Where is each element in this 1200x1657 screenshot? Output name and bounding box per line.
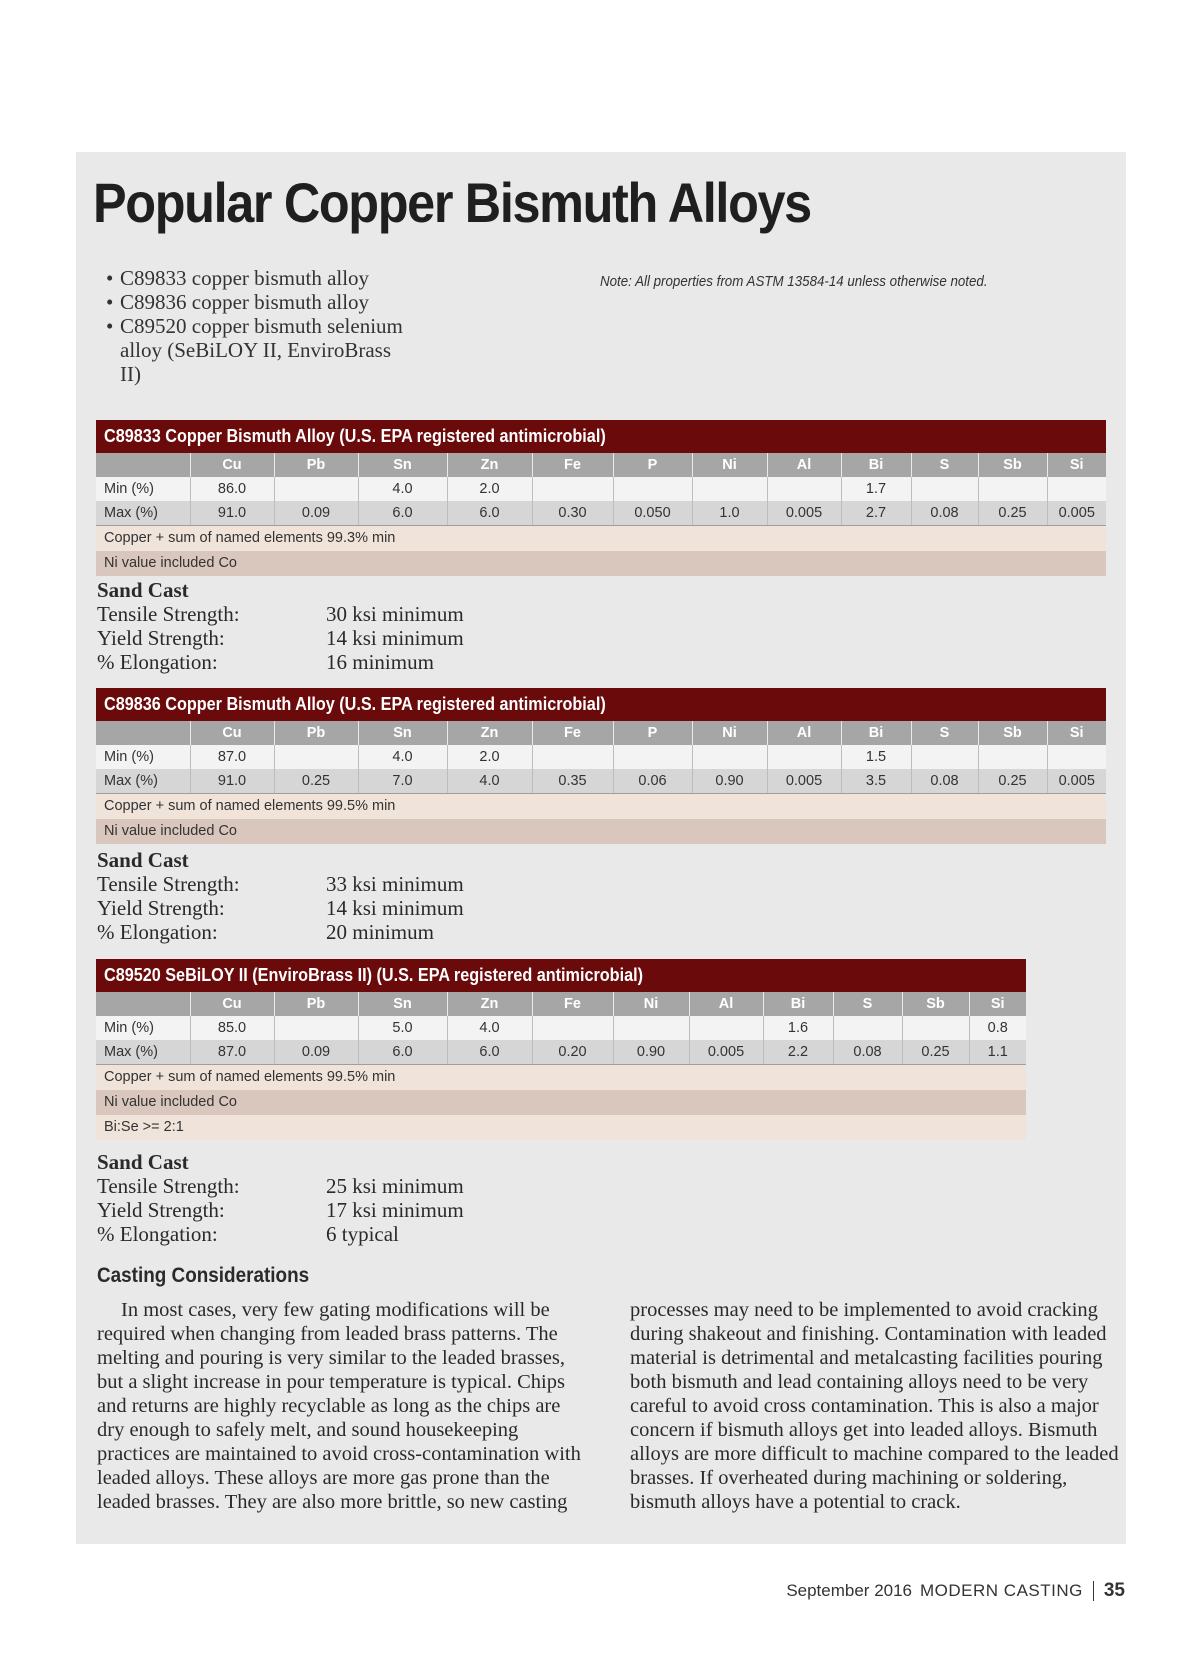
cell: 2.0 [447, 745, 532, 769]
property-row [97, 1198, 464, 1222]
header-cell: Si [1047, 453, 1106, 477]
min-row [96, 477, 1106, 501]
cell: 0.050 [613, 501, 692, 526]
header-cell: Zn [447, 453, 532, 477]
header-cell: Sn [358, 992, 447, 1016]
cell: 1.1 [969, 1040, 1026, 1065]
cell [274, 477, 358, 501]
cell: Max (%) [96, 769, 190, 794]
property-row [97, 1174, 464, 1198]
header-cell: Sb [902, 992, 969, 1016]
composition-table [96, 721, 1106, 794]
max-row [96, 769, 1106, 794]
cell: 0.005 [767, 501, 841, 526]
property-label: % Elongation: [97, 1222, 218, 1246]
cell: 7.0 [358, 769, 447, 794]
header-cell: Si [969, 992, 1026, 1016]
cell: 87.0 [190, 745, 274, 769]
property-row [97, 626, 464, 650]
table-note: Copper + sum of named elements 99.5% min [96, 1065, 1026, 1090]
header-cell: Cu [190, 721, 274, 745]
header-cell: Fe [532, 992, 613, 1016]
header-cell: Bi [841, 721, 911, 745]
header-cell: P [613, 453, 692, 477]
cell [902, 1016, 969, 1040]
cell: 1.0 [692, 501, 767, 526]
cell [613, 477, 692, 501]
cell [1047, 477, 1106, 501]
cell: 6.0 [447, 501, 532, 526]
bullet-item: • C89836 copper bismuth alloy [106, 290, 416, 314]
cell [978, 745, 1047, 769]
cell: 2.7 [841, 501, 911, 526]
property-row [97, 650, 464, 674]
cell: 4.0 [447, 769, 532, 794]
cell [911, 745, 978, 769]
page-title: Popular Copper Bismuth Alloys [93, 171, 811, 234]
min-row [96, 1016, 1026, 1040]
property-value: 16 minimum [326, 650, 434, 674]
cell [692, 745, 767, 769]
properties-heading: Sand Cast [97, 848, 189, 872]
cell: 0.25 [978, 769, 1047, 794]
element-header-row [96, 453, 1106, 477]
cell: Min (%) [96, 745, 190, 769]
min-row [96, 745, 1106, 769]
composition-table [96, 453, 1106, 526]
property-value: 14 ksi minimum [326, 626, 464, 650]
cell: 6.0 [447, 1040, 532, 1065]
property-label: % Elongation: [97, 650, 218, 674]
cell: 0.08 [833, 1040, 902, 1065]
header-cell [96, 992, 190, 1016]
property-label: Yield Strength: [97, 626, 225, 650]
cell: 0.005 [1047, 501, 1106, 526]
max-row [96, 501, 1106, 526]
property-value: 33 ksi minimum [326, 872, 464, 896]
header-cell: P [613, 721, 692, 745]
cell: 0.005 [689, 1040, 763, 1065]
cell [978, 477, 1047, 501]
header-cell: Al [767, 721, 841, 745]
page-footer [786, 1580, 1125, 1602]
cell: 6.0 [358, 501, 447, 526]
cell [767, 477, 841, 501]
cell [911, 477, 978, 501]
cell: 0.25 [274, 769, 358, 794]
property-row [97, 1222, 464, 1246]
cell [613, 745, 692, 769]
header-cell: Fe [532, 721, 613, 745]
header-cell: Pb [274, 721, 358, 745]
header-cell: Sn [358, 721, 447, 745]
body-text-column-1: In most cases, very few gating modifications will be required when changing from leaded brass patterns. The melting and pouring is very similar to the leaded brasses, but a slight increase in pour temperature is typical. Chips and returns are highly recyclable as long as the chips are dry enough to safely melt, and sound housekeeping practices are maintained to avoid cross-contamination with leaded alloys. These alloys are more gas prone than the leaded brasses. They are also more brittle, so new casting [97, 1299, 581, 1513]
cell: 0.08 [911, 769, 978, 794]
property-row [97, 872, 464, 896]
alloy-header: C89836 Copper Bismuth Alloy (U.S. EPA registered antimicrobial) [96, 688, 1106, 721]
header-cell: S [911, 721, 978, 745]
property-label: Yield Strength: [97, 1198, 225, 1222]
header-cell: Sb [978, 453, 1047, 477]
property-value: 14 ksi minimum [326, 896, 464, 920]
cell: 1.7 [841, 477, 911, 501]
property-value: 25 ksi minimum [326, 1174, 464, 1198]
property-label: Tensile Strength: [97, 1174, 240, 1198]
cell [532, 1016, 613, 1040]
cell: 87.0 [190, 1040, 274, 1065]
cell [767, 745, 841, 769]
cell: 2.0 [447, 477, 532, 501]
property-row [97, 602, 464, 626]
cell: Min (%) [96, 1016, 190, 1040]
cell: 86.0 [190, 477, 274, 501]
property-value: 30 ksi minimum [326, 602, 464, 626]
bullet-item: • C89833 copper bismuth alloy [106, 266, 416, 290]
cell: 0.90 [613, 1040, 689, 1065]
alloy-table-c89520 [96, 959, 1026, 1140]
sand-cast-properties [97, 848, 464, 944]
header-cell: Cu [190, 453, 274, 477]
table-note: Copper + sum of named elements 99.5% min [96, 794, 1106, 819]
header-cell: Cu [190, 992, 274, 1016]
max-row [96, 1040, 1026, 1065]
table-note: Bi:Se >= 2:1 [96, 1115, 1026, 1140]
table-note: Copper + sum of named elements 99.3% min [96, 526, 1106, 551]
properties-heading: Sand Cast [97, 578, 189, 602]
header-cell: Si [1047, 721, 1106, 745]
header-cell: Ni [692, 453, 767, 477]
cell [1047, 745, 1106, 769]
article-panel [76, 152, 1126, 1544]
cell [613, 1016, 689, 1040]
cell: 2.2 [763, 1040, 833, 1065]
cell: 0.35 [532, 769, 613, 794]
composition-table [96, 992, 1026, 1065]
cell: 0.30 [532, 501, 613, 526]
header-cell: Al [689, 992, 763, 1016]
section-heading: Casting Considerations [97, 1264, 310, 1287]
header-cell: S [833, 992, 902, 1016]
property-value: 17 ksi minimum [326, 1198, 464, 1222]
cell: 1.5 [841, 745, 911, 769]
footer-divider [1093, 1581, 1094, 1601]
header-cell: Sn [358, 453, 447, 477]
header-cell: Bi [763, 992, 833, 1016]
table-note: Ni value included Co [96, 819, 1106, 844]
cell [689, 1016, 763, 1040]
cell: 91.0 [190, 769, 274, 794]
magazine-name: MODERN CASTING [920, 1581, 1083, 1600]
header-cell: Fe [532, 453, 613, 477]
element-header-row [96, 721, 1106, 745]
header-cell: Al [767, 453, 841, 477]
cell: 3.5 [841, 769, 911, 794]
property-label: % Elongation: [97, 920, 218, 944]
cell [692, 477, 767, 501]
property-value: 20 minimum [326, 920, 434, 944]
property-label: Tensile Strength: [97, 872, 240, 896]
header-cell [96, 721, 190, 745]
cell: 5.0 [358, 1016, 447, 1040]
alloy-header: C89520 SeBiLOY II (EnviroBrass II) (U.S. EPA registered antimicrobial) [96, 959, 1026, 992]
header-cell: Zn [447, 992, 532, 1016]
property-value: 6 typical [326, 1222, 399, 1246]
issue-date: September 2016 [786, 1581, 913, 1600]
sand-cast-properties [97, 1150, 464, 1246]
cell: 1.6 [763, 1016, 833, 1040]
sand-cast-properties [97, 578, 464, 674]
header-cell: Pb [274, 453, 358, 477]
alloy-header: C89833 Copper Bismuth Alloy (U.S. EPA registered antimicrobial) [96, 420, 1106, 453]
cell [274, 745, 358, 769]
cell: 0.08 [911, 501, 978, 526]
cell [532, 745, 613, 769]
cell: 91.0 [190, 501, 274, 526]
alloy-table-c89836 [96, 688, 1106, 844]
cell: 0.005 [767, 769, 841, 794]
properties-heading: Sand Cast [97, 1150, 189, 1174]
cell: 0.90 [692, 769, 767, 794]
header-cell [96, 453, 190, 477]
bullet-item: • C89520 copper bismuth selenium alloy (SeBiLOY II, EnviroBrass II) [106, 314, 416, 386]
cell [833, 1016, 902, 1040]
header-cell: Bi [841, 453, 911, 477]
cell: 0.09 [274, 1040, 358, 1065]
source-note: Note: All properties from ASTM 13584-14 unless otherwise noted. [600, 274, 988, 290]
header-cell: Sb [978, 721, 1047, 745]
cell: 0.06 [613, 769, 692, 794]
property-row [97, 896, 464, 920]
table-note: Ni value included Co [96, 551, 1106, 576]
element-header-row [96, 992, 1026, 1016]
cell: Max (%) [96, 1040, 190, 1065]
alloy-bullet-list [106, 266, 416, 386]
cell: Max (%) [96, 501, 190, 526]
header-cell: Ni [692, 721, 767, 745]
cell: 4.0 [358, 477, 447, 501]
cell: 4.0 [447, 1016, 532, 1040]
cell: 0.25 [902, 1040, 969, 1065]
cell: 4.0 [358, 745, 447, 769]
cell: 0.25 [978, 501, 1047, 526]
cell [532, 477, 613, 501]
cell: 85.0 [190, 1016, 274, 1040]
cell: 0.8 [969, 1016, 1026, 1040]
table-note: Ni value included Co [96, 1090, 1026, 1115]
page-number: 35 [1103, 1580, 1125, 1601]
cell: 6.0 [358, 1040, 447, 1065]
alloy-table-c89833 [96, 420, 1106, 576]
header-cell: Zn [447, 721, 532, 745]
header-cell: Ni [613, 992, 689, 1016]
property-row [97, 920, 464, 944]
cell: Min (%) [96, 477, 190, 501]
cell [274, 1016, 358, 1040]
cell: 0.09 [274, 501, 358, 526]
body-text-column-2: processes may need to be implemented to avoid cracking during shakeout and finishing. Contamination with leaded material is detrimental and metalcasting facilities pouring both bismuth and lead containing alloys need to be very careful to avoid cross contamination. This is also a major concern if bismuth alloys get into leaded alloys. Bismuth alloys are more difficult to machine compared to the leaded brasses. If overheated during machining or soldering, bismuth alloys have a potential to crack. [630, 1299, 1119, 1513]
property-label: Yield Strength: [97, 896, 225, 920]
cell: 0.20 [532, 1040, 613, 1065]
header-cell: S [911, 453, 978, 477]
header-cell: Pb [274, 992, 358, 1016]
property-label: Tensile Strength: [97, 602, 240, 626]
cell: 0.005 [1047, 769, 1106, 794]
